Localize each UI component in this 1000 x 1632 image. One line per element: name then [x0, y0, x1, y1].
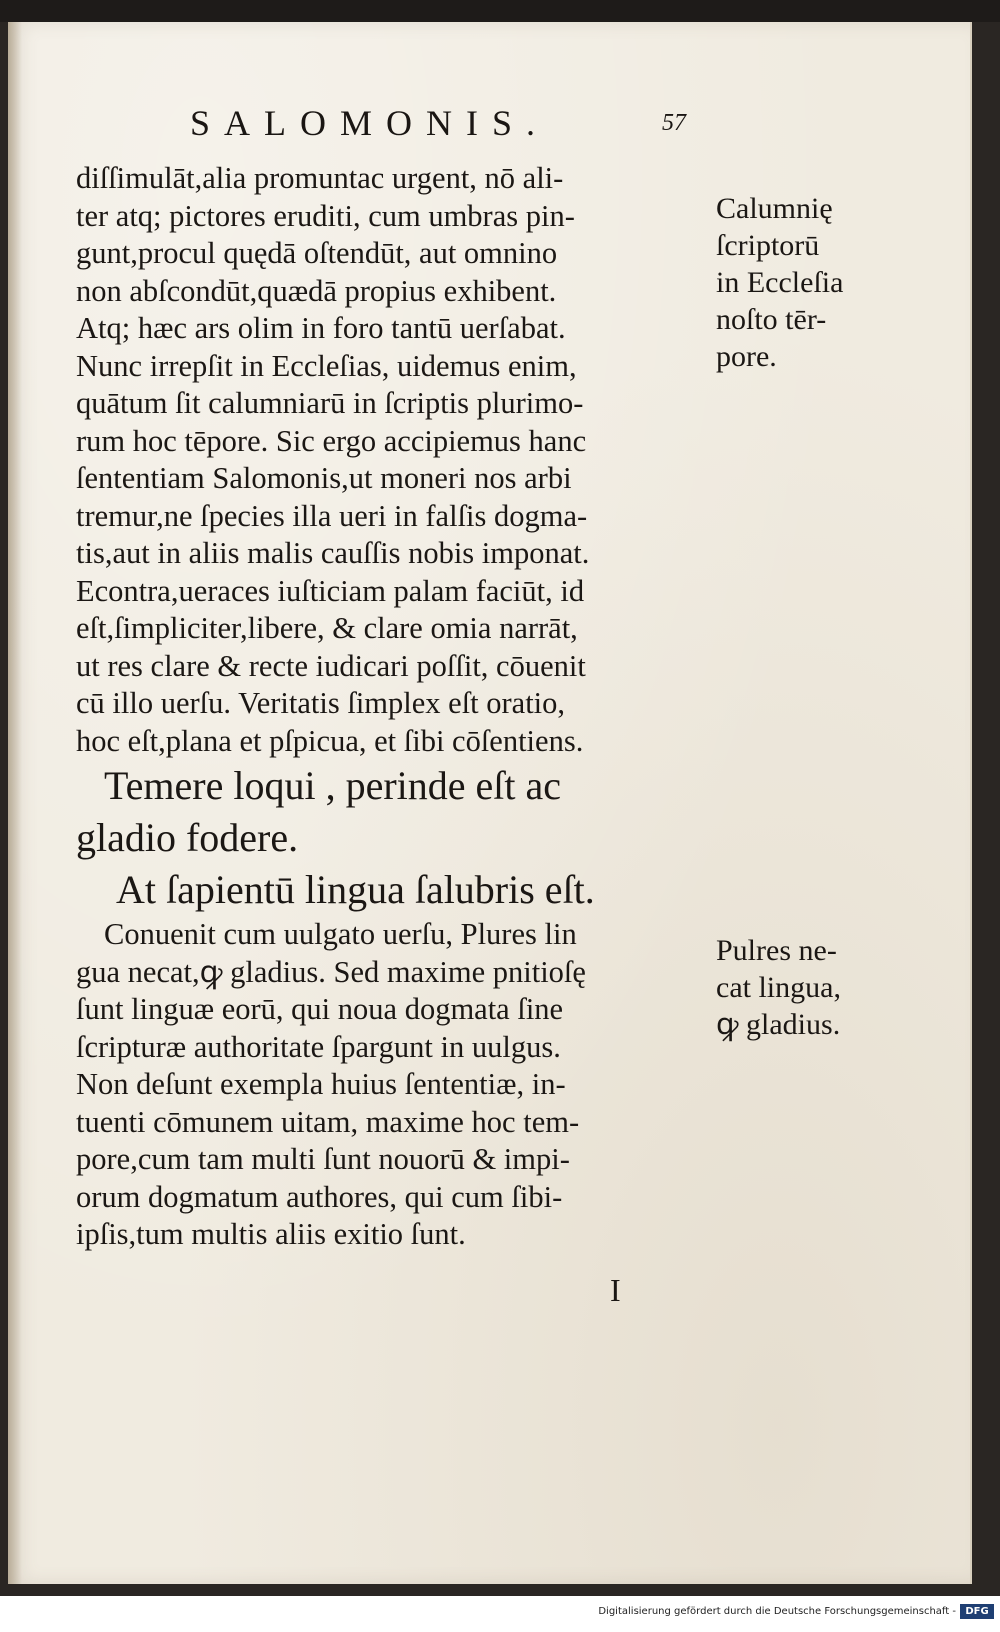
margin-note-line: pore. [716, 340, 777, 373]
margin-note-line: ꝙ gladius. [716, 1008, 841, 1041]
body-line: diſſimulāt,alia promuntac urgent, nō ali- [76, 161, 564, 195]
body-line: tremur,ne ſpecies illa ueri in falſis dogma- [76, 498, 588, 533]
body-line: Atq; hæc ars olim in foro tantū uerſabat. [76, 311, 566, 345]
dfg-logo: DFG [960, 1604, 994, 1619]
margin-note-line: in Eccleſia [716, 266, 844, 299]
margin-note-calumnies [716, 190, 876, 375]
commentary-line: ipſis,tum multis aliis exitio ſunt. [76, 1217, 466, 1251]
body-line: tis,aut in aliis malis cauſſis nobis imponat. [76, 536, 590, 570]
commentary-line: ſunt linguæ eorū, qui noua dogmata ſine [76, 992, 564, 1026]
margin-note-tongue [716, 932, 876, 1043]
verse-line: Temere loqui , perinde eſt ac [104, 763, 561, 808]
page-gutter-shadow [8, 22, 22, 1584]
body-line: ut res clare & recte iudicari poſſit, cōuenit [76, 648, 586, 683]
margin-note-line: cat lingua, [716, 971, 841, 1004]
body-line: ſententiam Salomonis,ut moneri nos arbi [76, 461, 572, 495]
margin-note-line: noſto tēr- [716, 303, 827, 336]
commentary-line: pore,cum tam multi ſunt nouorū & impi- [76, 1142, 570, 1176]
commentary-line: Conuenit cum uulgato uerſu, Plures lin [104, 917, 577, 951]
body-line: rum hoc tēpore. Sic ergo accipiemus hanc [76, 423, 587, 458]
body-line: quātum ſit calumniarū in ſcriptis plurimo- [76, 386, 584, 420]
digitization-footer [0, 1596, 1000, 1632]
verse-line: gladio fodere. [76, 815, 299, 860]
commentary-line: ſcripturæ authoritate ſpargunt in uulgus. [76, 1029, 561, 1064]
margin-note-line: ſcriptorū [716, 229, 820, 262]
funding-credit: Digitalisierung gefördert durch die Deutsche Forschungsgemeinschaft - [598, 1606, 956, 1617]
body-line: Econtra,ueraces iuſticiam palam faciūt, id [76, 573, 585, 608]
body-line: cū illo uerſu. Veritatis ſimplex eſt oratio, [76, 686, 566, 720]
commentary-line: gua necat,ꝙ gladius. Sed maxime pnitioſę [76, 954, 586, 989]
body-line: Nunc irrepſit in Eccleſias, uidemus enim, [76, 348, 577, 383]
body-line: eſt,ſimpliciter,libere, & clare omia narrāt, [76, 611, 578, 645]
body-line: ter atq; pictores eruditi, cum umbras pin- [76, 198, 575, 233]
margin-note-line: Calumnię [716, 192, 833, 225]
body-line: non abſcondūt,quædā propius exhibent. [76, 273, 557, 308]
commentary-line: tuenti cōmunem uitam, maxime hoc tem- [76, 1104, 580, 1139]
commentary-line: Non deſunt exempla huius ſententiæ, in- [76, 1067, 566, 1101]
body-line: gunt,procul quędā oſtendūt, aut omnino [76, 236, 558, 270]
margin-note-line: Pulres ne- [716, 934, 837, 967]
body-line: hoc eſt,plana et pſpicua, et ſibi cōſentiens. [76, 723, 584, 758]
verse-line: At ſapientū lingua ſalubris eſt. [116, 867, 595, 912]
commentary-line: orum dogmatum authores, qui cum ſibi- [76, 1179, 563, 1214]
running-head: SALOMONIS. [190, 103, 550, 143]
main-text-block [76, 160, 706, 1254]
scan-top-border [0, 0, 1000, 22]
folio-number: 57 [662, 110, 686, 136]
signature-mark: I [610, 1272, 621, 1308]
